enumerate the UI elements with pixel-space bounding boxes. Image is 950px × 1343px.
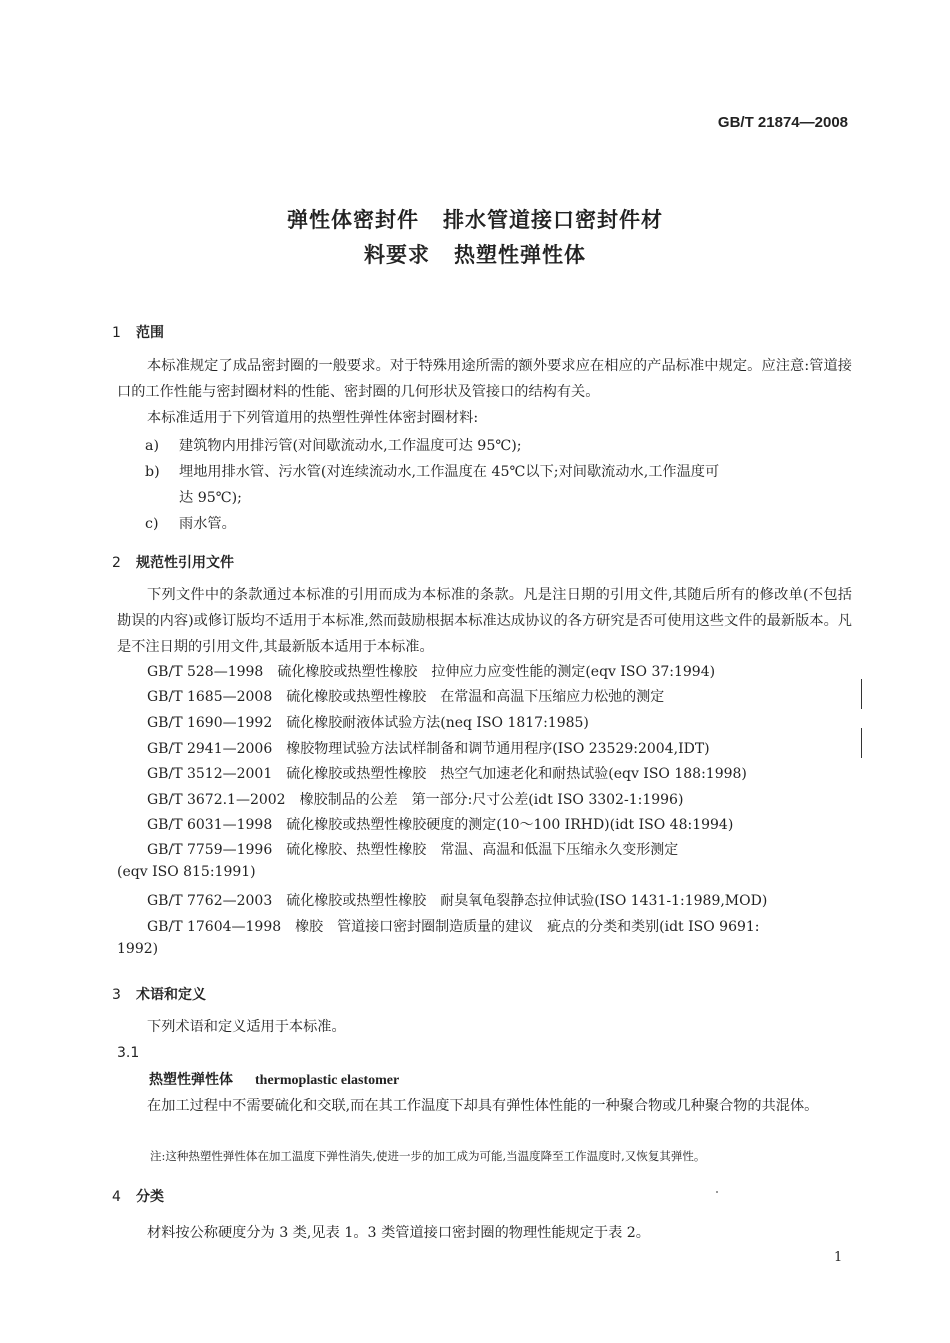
reference-title: 1992) <box>117 941 159 957</box>
title-part: 料要求 <box>364 243 430 267</box>
reference-code: GB/T 2941—2006 <box>147 741 273 757</box>
section-number: 1 <box>112 325 121 341</box>
paragraph: 材料按公称硬度分为 3 类,见表 1。3 类管道接口密封圈的物理性能规定于表 2。 <box>147 1225 650 1241</box>
paragraph: 本标准规定了成品密封圈的一般要求。对于特殊用途所需的额外要求应在相应的产品标准中规定。应注意:管道接口的工作性能与密封圈材料的性能、密封圈的几何形状及管接口的结构有关。 <box>117 358 852 400</box>
reference-code: GB/T 3672.1—2002 <box>147 792 286 808</box>
reference-title: 硫化橡胶或热塑性橡胶 耐臭氧龟裂静态拉伸试验(ISO 1431-1:1989,MOD) <box>286 893 768 909</box>
list-item <box>145 435 522 455</box>
section-heading-3 <box>112 984 206 1004</box>
section-title: 术语和定义 <box>136 987 206 1003</box>
reference-code: GB/T 6031—1998 <box>147 817 273 833</box>
note: 注:这种热塑性弹性体在加工温度下弹性消失,使进一步的加工成为可能,当温度降至工作温度时,又恢复其弹性。 <box>150 1149 706 1163</box>
title-line-2 <box>0 239 950 269</box>
list-label: c) <box>145 516 159 532</box>
revision-bar <box>861 679 862 709</box>
list-item <box>145 461 719 481</box>
reference-title: 硫化橡胶或热塑性橡胶 拉伸应力应变性能的测定(eqv ISO 37:1994) <box>277 664 716 680</box>
section-number: 3 <box>112 987 121 1003</box>
reference-title: 橡胶 管道接口密封圈制造质量的建议 疵点的分类和类别(idt ISO 9691: <box>295 919 760 935</box>
reference-code: GB/T 7762—2003 <box>147 893 273 909</box>
paragraph: 本标准适用于下列管道用的热塑性弹性体密封圈材料: <box>147 410 479 426</box>
revision-bar <box>861 728 862 758</box>
paragraph: 下列术语和定义适用于本标准。 <box>147 1019 346 1035</box>
reference-item <box>147 763 747 783</box>
section-heading-1 <box>112 322 164 342</box>
reference-code: GB/T 3512—2001 <box>147 766 273 782</box>
paragraph: 下列文件中的条款通过本标准的引用而成为本标准的条款。凡是注日期的引用文件,其随后所有的修改单(不包括勘误的内容)或修订版均不适用于本标准,然而鼓励根据本标准达成协议的各方研究是否可使用这些文件的最新版本。凡是不注日期的引用文件,其最新版本适用于本标准。 <box>117 587 852 655</box>
title-line-1 <box>0 204 950 234</box>
reference-item <box>147 814 733 834</box>
reference-title: (eqv ISO 815:1991) <box>117 864 256 880</box>
section-title: 分类 <box>136 1189 164 1205</box>
list-item <box>145 513 236 533</box>
reference-item <box>147 738 710 758</box>
page-number: 1 <box>834 1250 843 1265</box>
title-part: 排水管道接口密封件材 <box>443 208 663 232</box>
reference-code: GB/T 7759—1996 <box>147 842 273 858</box>
title-part: 热塑性弹性体 <box>454 243 586 267</box>
title-part: 弹性体密封件 <box>287 208 419 232</box>
section-title: 范围 <box>136 325 164 341</box>
definition: 在加工过程中不需要硫化和交联,而在其工作温度下却具有弹性体性能的一种聚合物或几种聚合物的共混体。 <box>147 1098 819 1114</box>
reference-title: 硫化橡胶、热塑性橡胶 常温、高温和低温下压缩永久变形测定 <box>286 842 679 858</box>
reference-item <box>147 712 589 732</box>
reference-item <box>147 916 760 936</box>
reference-item <box>147 890 767 910</box>
reference-item <box>117 941 158 957</box>
list-label: b) <box>145 464 160 480</box>
term-en: thermoplastic elastomer <box>255 1073 400 1088</box>
term-line <box>149 1069 399 1089</box>
reference-title: 硫化橡胶或热塑性橡胶 在常温和高温下压缩应力松弛的测定 <box>286 689 665 705</box>
reference-code: GB/T 17604—1998 <box>147 919 282 935</box>
reference-title: 硫化橡胶或热塑性橡胶硬度的测定(10～100 IRHD)(idt ISO 48:1994) <box>286 817 734 833</box>
list-label: a) <box>145 438 159 454</box>
scan-speck <box>716 1191 718 1193</box>
list-text: 达 95℃); <box>179 490 242 506</box>
reference-item <box>147 839 678 859</box>
list-text: 埋地用排水管、污水管(对连续流动水,工作温度在 45℃以下;对间歇流动水,工作温度可 <box>179 464 720 480</box>
reference-title: 硫化橡胶耐液体试验方法(neq ISO 1817:1985) <box>286 715 589 731</box>
section-heading-4 <box>112 1186 164 1206</box>
standard-number: GB/T 21874—2008 <box>717 114 848 131</box>
reference-code: GB/T 1690—1992 <box>147 715 273 731</box>
term-cn: 热塑性弹性体 <box>149 1072 233 1088</box>
subclause-number: 3.1 <box>117 1045 140 1061</box>
reference-item <box>147 686 664 706</box>
list-item <box>145 487 242 507</box>
section-heading-2 <box>112 552 234 572</box>
reference-item <box>147 661 715 681</box>
reference-title: 橡胶物理试验方法试样制备和调节通用程序(ISO 23529:2004,IDT) <box>286 741 710 757</box>
list-text: 雨水管。 <box>179 516 236 532</box>
section-number: 4 <box>112 1189 121 1205</box>
reference-item <box>117 864 256 880</box>
reference-title: 橡胶制品的公差 第一部分:尺寸公差(idt ISO 3302-1:1996) <box>299 792 684 808</box>
reference-code: GB/T 1685—2008 <box>147 689 273 705</box>
reference-title: 硫化橡胶或热塑性橡胶 热空气加速老化和耐热试验(eqv ISO 188:1998) <box>286 766 747 782</box>
section-title: 规范性引用文件 <box>136 555 234 571</box>
section-number: 2 <box>112 555 121 571</box>
list-text: 建筑物内用排污管(对间歇流动水,工作温度可达 95℃); <box>179 438 522 454</box>
reference-code: GB/T 528—1998 <box>147 664 264 680</box>
reference-item <box>147 789 683 809</box>
